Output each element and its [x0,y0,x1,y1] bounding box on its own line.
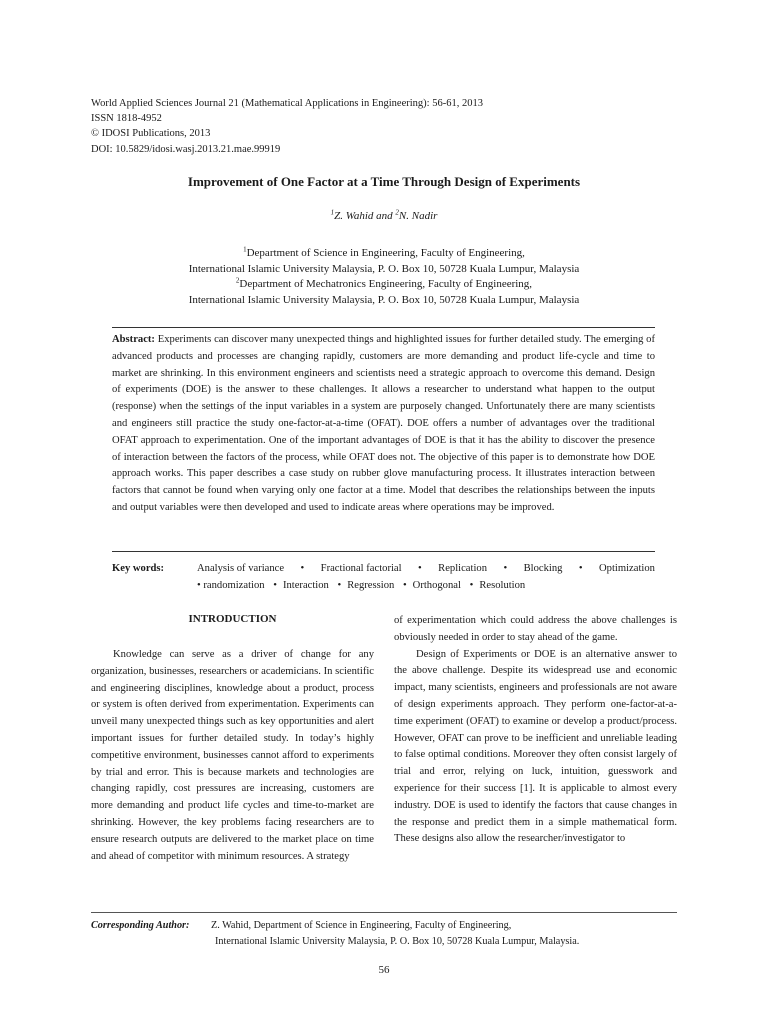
paper-title: Improvement of One Factor at a Time Through Design of Experiments [187,174,581,189]
keyword-separator: • [273,579,277,591]
affil2-sup: 2 [235,276,240,285]
corresponding-author-label: Corresponding Author: [91,920,190,931]
copyright: © IDOSI Publications, 2013 [91,128,211,140]
affil2-line1: Department of Mechatronics Engineering, Faculty of Engineering, [239,278,533,290]
author2-sup: 2 [395,208,399,217]
abstract-text: Experiments can discover many unexpected things and highlighted issues for further detailed study. The emerging of advanced products and processes are changing rapidly, customers are more demanding and product life-cycle and time to market are shrinking. In this environment engineers and scientists need a strategic approach to overcome this demand. Design of experiments (DOE) is the answer to these challenges. It allows a researcher to understand what happen to the output (response) when the settings of the input variables in a system are purposely changed. Unfortunately there are many scientists and engineers still practice the study one-factor-at-a-time (OFAT). DOE offers a number of advantages over the traditional OFAT approach to experimentation. One of the important advantages of DOE is that it has the ability to discover the presence of interaction between the factors of the process, while OFAT does not. The objective of this paper is to demonstrate how DOE approach works. This paper describes a case study on rubber glove manufacturing process. It illustrates interaction between factors that cannot be found when varying only one factor at a time. Model that describes the relationships between the inputs and output variables were then developed and used to indicate areas where operations may be improved. [112,334,655,513]
keywords [112,561,655,595]
affil1-line2: International Islamic University Malaysia, P. O. Box 10, 50728 Kuala Lumpur, Malaysia [188,262,580,275]
keyword-separator: • [418,563,422,574]
abstract-label: Abstract: [112,334,155,345]
keywords-label: Key words: [112,563,165,574]
left-column [91,647,374,865]
keyword-separator: • [197,579,201,591]
issn: ISSN 1818-4952 [91,113,162,125]
journal-citation: World Applied Sciences Journal 21 (Mathematical Applications in Engineering): 56-61, 2013 [91,98,483,109]
keyword: Blocking [523,563,563,574]
affil2-line2: International Islamic University Malaysia, P. O. Box 10, 50728 Kuala Lumpur, Malaysia [188,293,580,306]
affil1-sup: 1 [243,245,247,254]
abstract [112,332,655,517]
keyword-separator: • [300,563,305,574]
author2: N. Nadir [398,210,438,222]
doi: DOI: 10.5829/idosi.wasj.2013.21.mae.99919 [91,143,281,155]
keyword-separator: • [469,579,474,591]
author1: Z. Wahid and [334,210,396,222]
affil1-line1: Department of Science in Engineering, Faculty of Engineering, [246,247,525,259]
keyword-separator: • [337,579,342,591]
corresponding-author-line2: International Islamic University Malaysia, P. O. Box 10, 50728 Kuala Lumpur, Malaysia. [215,935,580,947]
keyword: Fractional factorial [320,563,402,574]
section-heading-introduction: INTRODUCTION [188,613,277,625]
author1-sup: 1 [330,208,335,217]
page-number: 56 [378,964,390,976]
keyword: Replication [438,563,487,574]
corresponding-author-line1: Z. Wahid, Department of Science in Engineering, Faculty of Engineering, [211,920,512,931]
footnote-rule [91,912,677,913]
keyword: Regression [347,579,395,591]
abstract-top-rule [112,327,655,328]
intro-paragraph-1: Knowledge can serve as a driver of change for any organization, businesses, researchers or academicians. In scientific and engineering disciplines, knowledge about a product, process or system is often derived from experimentation. Experiments can unveil many unexpected things such as key opportunities and alert important issues for further detailed study. In today’s highly competitive environment, businesses cannot afford to experiments by trial and error. This is because markets and technologies are changing rapidly, cost pressures are increasing, customers are more demanding and product life cycles and time-to-market are shrinking. However, the key problems facing researchers are to ensure research outputs are delivered to the market place on time and ahead of competitor with minimum resources. A strategy [91,649,374,862]
right-column [394,613,677,848]
affiliations [91,246,677,308]
corresponding-author-footnote [91,918,677,949]
keyword-separator: • [503,563,508,574]
keyword: Interaction [282,579,329,591]
authors [91,210,677,222]
abstract-bottom-rule [112,551,655,552]
journal-header [91,96,651,157]
keyword: randomization [203,579,265,591]
keyword: Analysis of variance [197,563,285,574]
keyword-separator: • [578,563,583,574]
keyword: Optimization [599,563,655,574]
keyword-separator: • [402,579,407,591]
keyword: Resolution [479,579,526,591]
intro-paragraph-2: Design of Experiments or DOE is an alternative answer to the above challenge. Despite its widespread use and economic impact, many scientists, engineers and professionals are not aware of design experiments approach. They perform one-factor-at-a-time experiment (OFAT) to examine or develop a product/process. However, OFAT can prove to be inefficient and unreliable leading to false optimal conditions. Moreover they often consist largely of trial and error, relying on luck, intuition, guesswork and experience for their success [1]. It is applicable to almost every industry. DOE is used to identify the factors that cause changes in the response and predict them in a simple mathematical form. These designs also allow the researcher/investigator to [394,648,677,845]
keyword: Orthogonal [412,579,461,591]
intro-paragraph-continued: of experimentation which could address the above challenges is obviously needed in order to stay ahead of the game. [394,615,677,643]
